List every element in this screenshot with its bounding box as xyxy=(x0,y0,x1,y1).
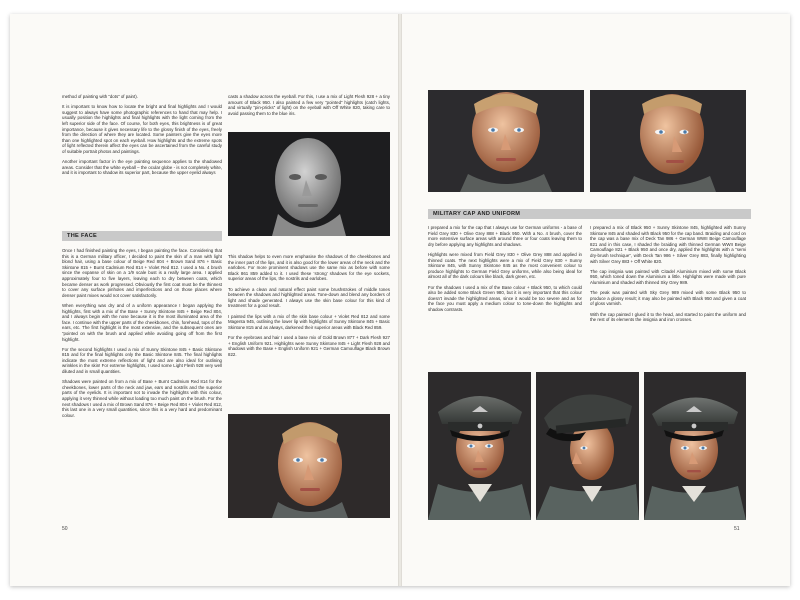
photo-painted-face xyxy=(228,414,390,518)
paragraph: With the cap painted I glued it to the head, and started to paint the uniform and the rest of its elements the insignia and iron crosses. xyxy=(590,311,746,323)
paragraph: Highlights were mixed from Field Grey 830 + Olive Grey 888 and applied in thinned coats. The next highlights were a mix of Field Grey 830 + Sunny Skintone 845, with Sunny Skintone 845 as the most convenient colour to produce highlights to German Field Grey uniforms, while also being ideal for almost all of the dark colours like black, dark green, etc. xyxy=(428,251,582,280)
paragraph: This shadow helps to even more emphasise the shadows of the cheekbones and the inner part of the lips, and it is also good for the lower areas of the neck and the earlobes. For more prominent shadows use the same mix as before with some Black 861 859 added to it. I used these ‘strong’ shadows for the eye sockets, superior areas of the lips, the nostrils and earlobes. xyxy=(228,254,390,282)
left-col1-top xyxy=(62,94,222,181)
paragraph: method of painting with “dots” of paint). xyxy=(62,94,138,99)
paragraph: Shadows were painted on from a mix of Base + Burnt Cadmium Red 814 for the cheekbones, lower parts of the neck and jaw, ears and nostrils and the superior parts of the eyelids. It is important not to invade the highlights with this colour, applying it very thinned while without loading too much paint on the brush. For the next shadows I used a mix of Brown Sand 876 + Beige Red 804 + Violet Red 812, this last one in a very small quantities, since this is a very hard and predominant colour. xyxy=(62,379,222,418)
paragraph: The peak was painted with Sky Grey 989 mixed with some Black 950 to produce a glossy result; it may also be painted with Black 950 and given a coat of gloss varnish. xyxy=(590,290,746,307)
paragraph: I prepared a mix for the cap that I always use for German uniforms - a base of Field Grey 830 + Olive Grey 888 + Black 950. With a No. 4 brush, cover the more extensive surface areas with around three or four coats leaving them to dry before applying any highlights and shadows. xyxy=(428,225,582,247)
section-heading-face: THE FACE xyxy=(62,231,222,241)
book-spread xyxy=(10,14,790,586)
paragraph: The cap insignia was painted with Citadel Aluminium mixed with some Black 950, which toned down the Aluminium a little. Highlights were made with pure Aluminium and shaded with thinned Sky Grey 989. xyxy=(590,268,746,285)
paragraph: Another important factor in the eye painting sequence applies to the shadowed areas. Consider that the white eyeball – the ocular globe - is not completely white, and it is important to shadow its superior part, because the upper eyelid always xyxy=(62,159,222,176)
paragraph: It is important to know how to locate the bright and final highlights and I would suggest to always have some photographic references to hand that may help. I usually position the highlights and final highlights with the light coming from the left superior side of the face. Of course, for both eyes, this brightness is of great importance, because it gives necessary life to the glossy finish of the eyes, freely from the direction of where they are located. Some painters give the eyes more than one highlighted spot on each eyeball. How highlights and the extreme spots of light reflected therein affect the eyes can be ascertained from the careful study of suitable portrait photos and paintings. xyxy=(62,104,222,154)
paragraph: casts a shadow across the eyeball. For this, I use a mix of Light Flesh 928 + a tiny amount of Black 950. I also painted a few very “pointed” highlights (catch lights, and virtually “pin-pricks” of light) on the eyeball with Off White 820, taking care to avoid passing them to the blue iris. xyxy=(228,94,390,116)
paragraph: For the second highlights I used a mix of Sunny Skintone 845 + Basic Skintone 815 and for the final highlights only the Basic Skintone 845. The final highlights indicate the most extreme reflections of light and are also ideal for outlining wrinkles in the skin! For extreme highlights, I used some Light Flesh 928 very well diluted and in small quantities. xyxy=(62,346,222,375)
left-col1-bottom xyxy=(62,248,222,423)
section-heading-cap-uniform: MILITARY CAP AND UNIFORM xyxy=(428,209,751,219)
photo-face-three-quarter xyxy=(590,90,746,192)
right-col2 xyxy=(590,225,746,327)
photo-face-front xyxy=(428,90,584,192)
paragraph: To achieve a clean and natural effect paint some brushstrokes of middle tones between the shadows and highlighted areas. Tone-down and blend any borders of light and shade generated. I always use the skin base colour for this kind of treatment for a good result. xyxy=(228,286,390,309)
photo-bust-cap-front xyxy=(428,372,531,520)
paragraph: Once I had finished painting the eyes, I began painting the face. Considering that this is a German military officer, I decided to paint the skin of a man with light blond hair, using a base colour of Beige Red 804 + Brown Sand 876 + Basic Skintone 815 + Burnt Cadmium Red 814 + Violet Red 812. I used a No. 4 brush since the expanse of skin on a 1/9 scale bust is a really large area. I applied approximately four to five layers, leaving each to dry between coats, which became denser as work progressed. Obviously the first coat must be the thinnest to cover any surface pinholes and imperfections and on those places where denser paint mixes would not cover satisfactorily. xyxy=(62,248,222,298)
photo-primed-head xyxy=(228,132,390,236)
page-number-left: 50 xyxy=(62,526,68,532)
paragraph: For the shadows I used a mix of the Base colour + Black 950, to which could also be added some Black Green 980, but it is very important that this colour doesn't invade the highlighted areas, since it would be too severe and as for the face you must apply a medium colour to tone-down the highlights and shadow contrasts. xyxy=(428,284,582,312)
page-number-right: 51 xyxy=(734,526,740,532)
paragraph: For the eyebrows and hair I used a base mix of Gold Brown 877 + Dark Flesh 927 + English Uniform 921. Highlights were Sunny Skintone 845 + Light Flesh 928 and shadows with the Base + English Uniform 921 + German Camouflage Black Brown 822. xyxy=(228,334,390,357)
photo-bust-cap-side xyxy=(536,372,639,520)
photo-bust-cap-angle xyxy=(644,372,746,520)
paragraph: When everything was dry and of a uniform appearance I began applying the highlights, first with a mix of the Base + Sunny Skintone 845 + Beige Red 804, and I always begin with the nose because it is the most illuminated area of the face. I continue with the upper parts of the cheekbones, chin, forehead, tops of the ears, etc. The first highlight is the most extensive, and the subsequent ones are “pointed on with the brush and applied while avoiding going off from the first highlight. xyxy=(62,302,222,342)
right-page xyxy=(402,14,790,586)
right-col1 xyxy=(428,225,582,317)
left-col2-top xyxy=(228,94,390,121)
paragraph: I painted the lips with a mix of the skin base colour + Violet Red 812 and some Magenta 945, outlining the lower lip with highlights of Sunny Skintone 845 + Basic Skintone 815 and as always, darkened their superior areas with Black Red 859. xyxy=(228,313,390,330)
left-page xyxy=(10,14,398,586)
paragraph: I prepared a mix of Black 950 + Sunny Skintone 845, highlighted with Sunny Skintone 845 and shaded with Black 950 for the cap band. Braiding and cord on the cap was a base mix of Deck Tan 986 + German WWII Beige Camouflage 821 and in this case, I shaded the braiding with thinned German WWII Beige Camouflage 821 + Black 950 and once dry, applied the highlights with a “semi dry-brush technique”, with Deck Tan 986 + Silver Grey 883, finally highlighting with Silver Grey 883 + Off White 820. xyxy=(590,225,746,264)
left-col2-middle xyxy=(228,254,390,362)
